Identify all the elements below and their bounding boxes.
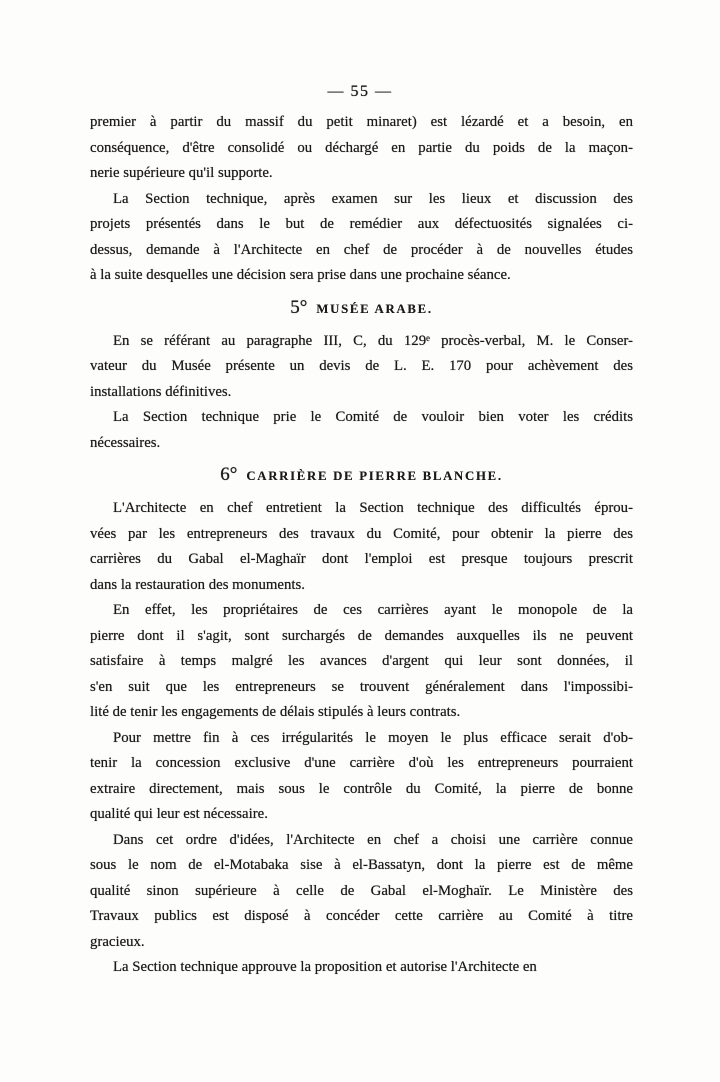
page-number: — 55 — (327, 83, 393, 100)
text-line: nécessaires. (90, 434, 161, 451)
paragraph (90, 496, 633, 598)
text-line: tenir la concession exclusive d'une carrière d'où les entrepreneurs pourraient (90, 755, 633, 771)
text-line: qualité qui leur est nécessaire. (90, 806, 268, 822)
section-heading (90, 462, 633, 489)
paragraph (90, 598, 633, 726)
text-line: La Section technique approuve la proposition et autorise l'Architecte en (113, 959, 537, 975)
text-line: vées par les entrepreneurs des travaux du Comité, pour obtenir la pierre des (90, 525, 633, 542)
heading-number: 5° (290, 296, 308, 318)
text-line: qualité sinon supérieure à celle de Gabal el-Moghaïr. Le Ministère des (90, 882, 633, 899)
text-line: En effet, les propriétaires de ces carrières ayant le monopole de la (113, 602, 633, 618)
text-line: pierre dont il s'agit, sont surchargés de demandes auxquelles ils ne peuvent (90, 627, 633, 644)
text-line: Pour mettre fin à ces irrégularités le moyen le plus efficace serait d'ob- (113, 729, 633, 746)
text-line: Dans cet ordre d'idées, l'Architecte en chef a choisi une carrière connue (113, 831, 633, 848)
paragraph (90, 726, 633, 828)
paragraph (90, 955, 633, 981)
heading-title: MUSÉE ARABE. (316, 301, 433, 316)
text-line: dessus, demande à l'Architecte en chef de procéder à de nouvelles études (90, 241, 633, 258)
text-line: gracieux. (90, 933, 145, 950)
text-line: Travaux publics est disposé à concéder cette carrière au Comité à titre (90, 908, 633, 924)
text-line: vateur du Musée présente un devis de L. E. 170 pour achèvement des (90, 358, 633, 374)
text-line: installations définitives. (90, 383, 232, 400)
text-line: à la suite desquelles une décision sera prise dans une prochaine séance. (90, 267, 511, 283)
text-line: premier à partir du massif du petit minaret) est lézardé et a besoin, en (90, 114, 633, 130)
text-line: carrières du Gabal el-Maghaïr dont l'emploi est presque toujours prescrit (90, 551, 633, 567)
heading-title: CARRIÈRE DE PIERRE BLANCHE. (246, 469, 503, 483)
text-line: extraire directement, mais sous le contrôle du Comité, la pierre de bonne (90, 780, 633, 797)
paragraph (90, 329, 633, 406)
heading-number: 6° (220, 464, 238, 485)
text-line: projets présentés dans le but de remédier aux défectuosités signalées ci- (90, 216, 633, 232)
text-line: L'Architecte en chef entretient la Section technique des difficultés éprou- (113, 500, 633, 516)
paragraph (90, 110, 633, 187)
paragraph (90, 187, 633, 289)
text-line: conséquence, d'être consolidé ou déchargé en partie du poids de la maçon- (90, 139, 633, 156)
paragraph (90, 828, 633, 956)
text-line: lité de tenir les engagements de délais stipulés à leurs contrats. (90, 704, 461, 720)
paragraph (90, 405, 633, 456)
text-line: satisfaire à temps malgré les avances d'argent qui leur sont données, il (90, 653, 633, 669)
text-line: sous le nom de el-Motabaka sise à el-Bassatyn, dont la pierre est de même (90, 857, 633, 873)
text-line: s'en suit que les entrepreneurs se trouvent généralement dans l'impossibi- (90, 678, 633, 695)
text-line: En se référant au paragraphe III, C, du 129ᵉ procès-verbal, M. le Conser- (113, 332, 633, 349)
page-body (90, 110, 633, 981)
text-line: La Section technique, après examen sur les lieux et discussion des (113, 190, 633, 207)
text-line: dans la restauration des monuments. (90, 576, 305, 593)
text-line: La Section technique prie le Comité de vouloir bien voter les crédits (113, 409, 633, 425)
section-heading (90, 295, 633, 322)
text-line: nerie supérieure qu'il supporte. (90, 165, 273, 181)
